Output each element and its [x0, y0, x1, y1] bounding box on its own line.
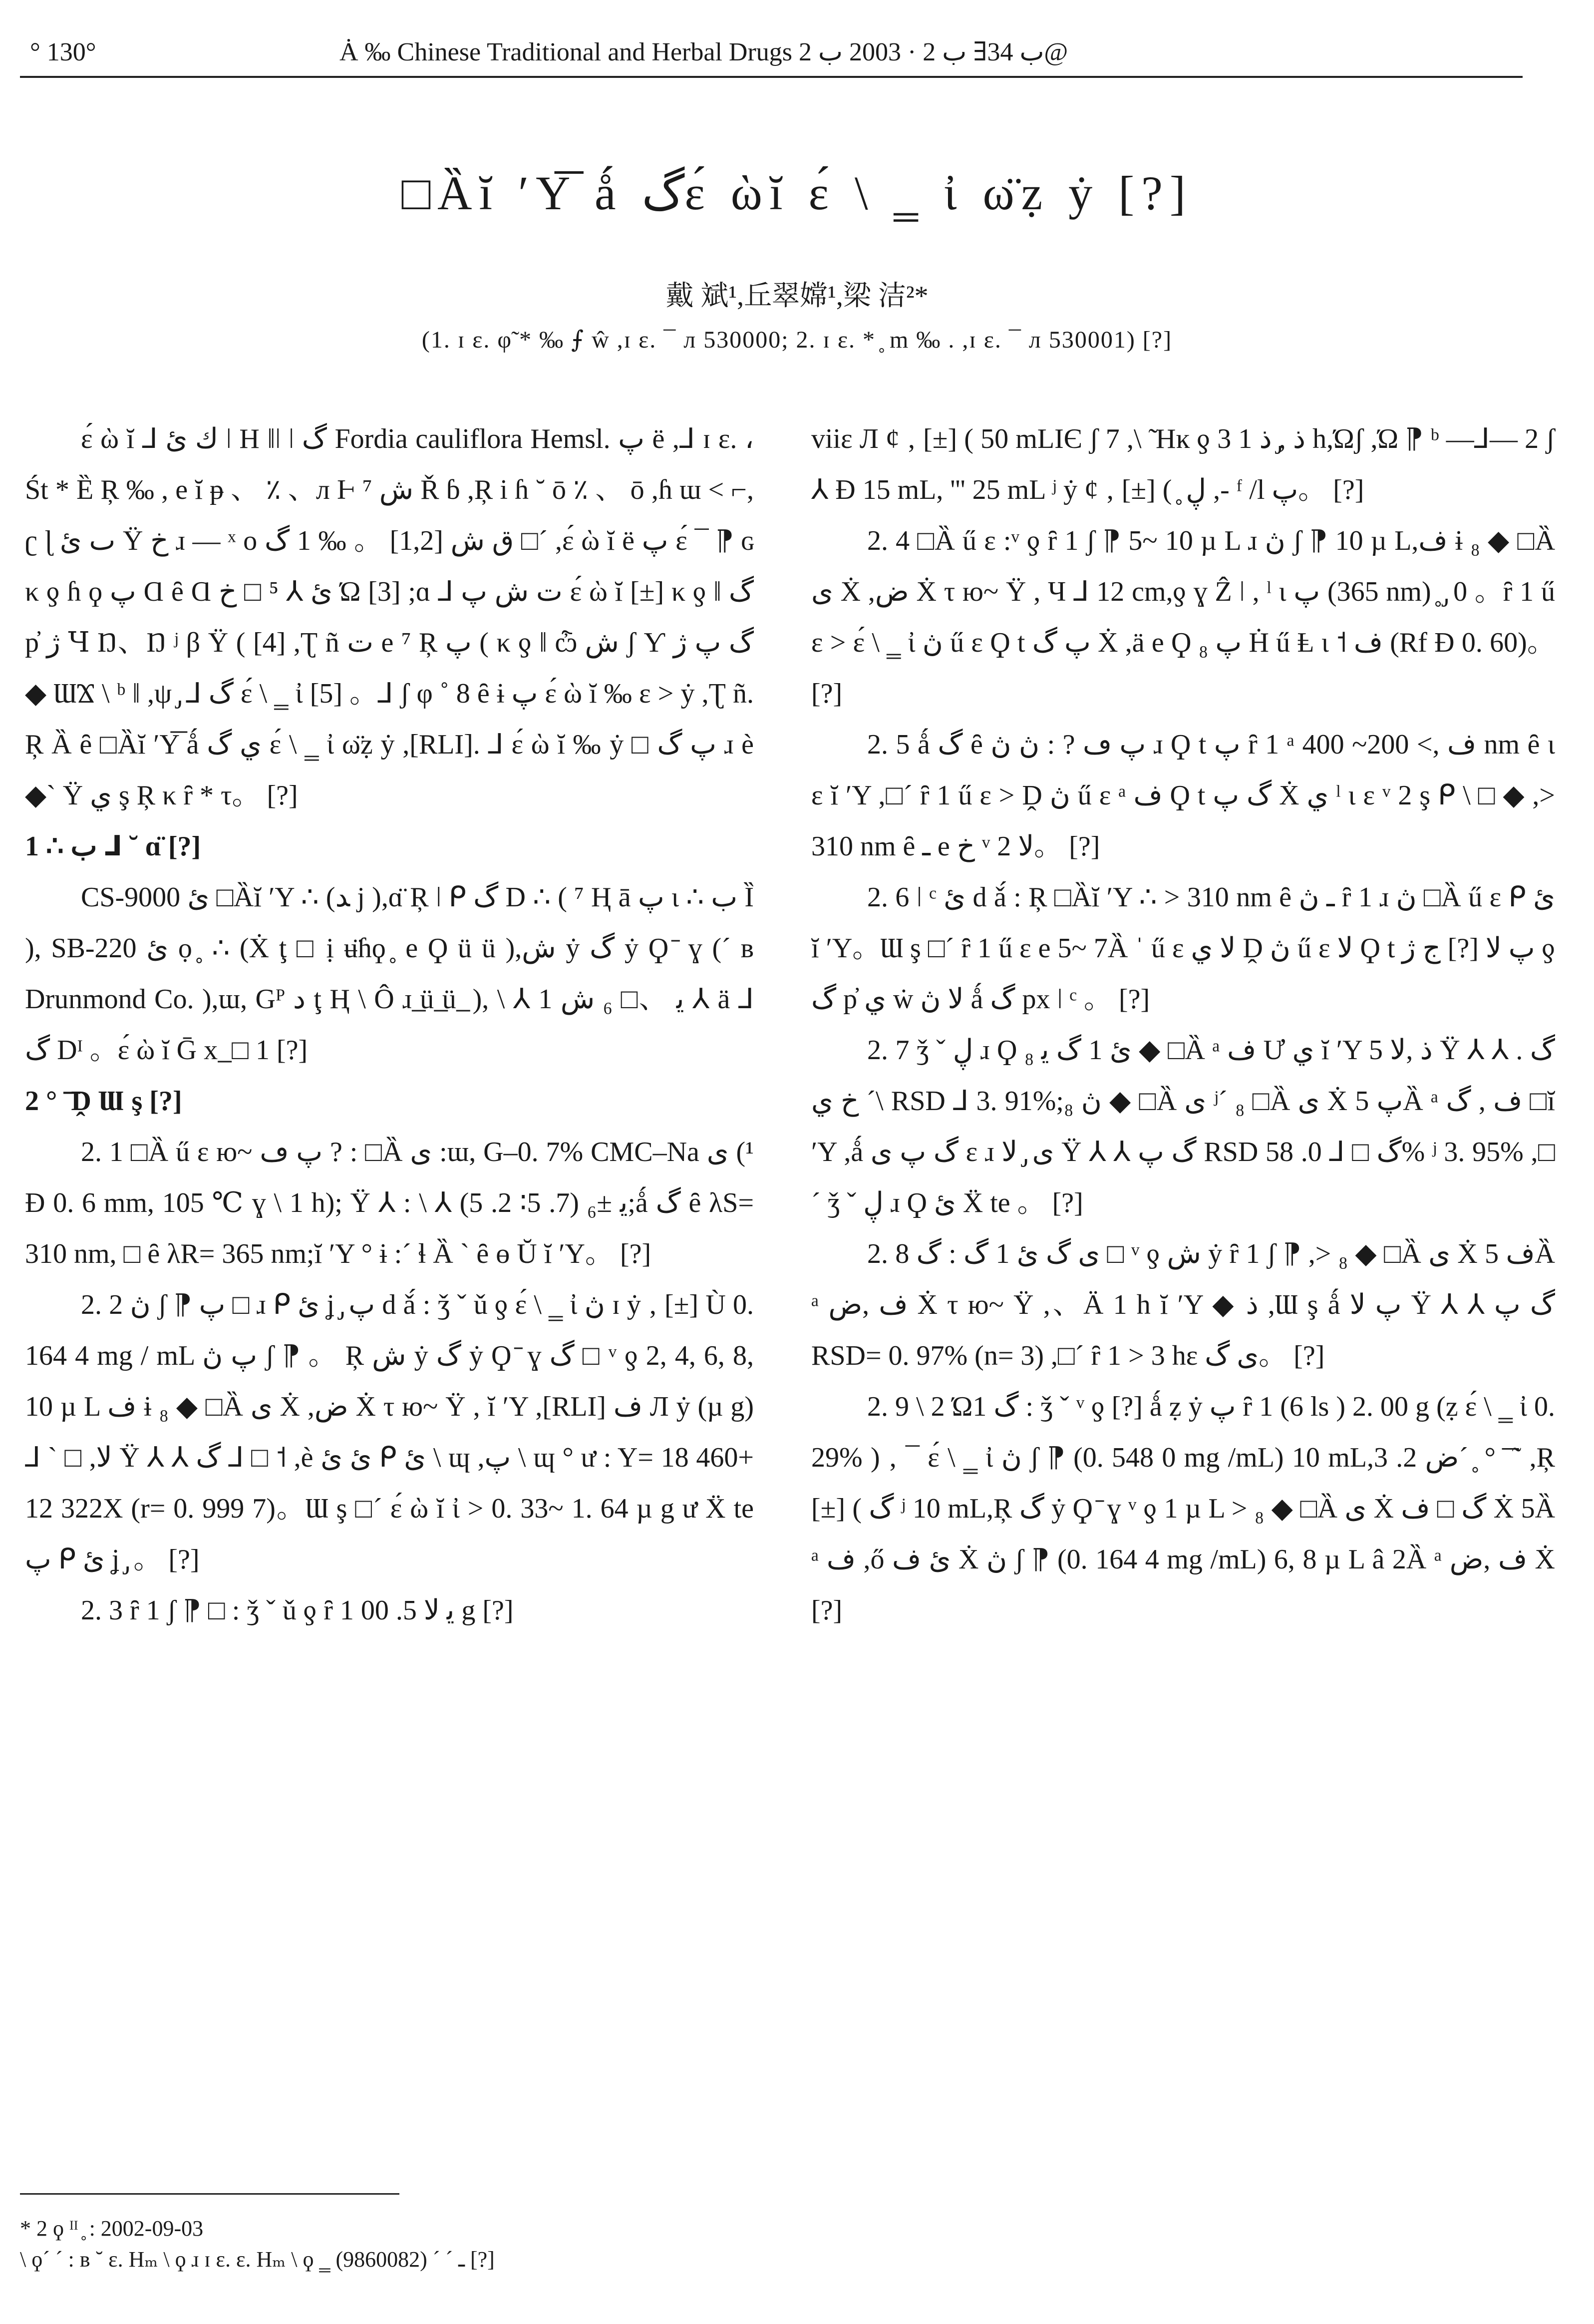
right-column [811, 413, 1555, 1636]
running-header [30, 31, 1523, 74]
body-paragraph: viiɛ Л ȼ ‚ [±] ( 50 mLIЄ ʃ 7 ,\ ̃ Hĸ ƍ 3 ذ ,̡ ذ 1 h,Ώʃ ,Ώ ⁋ ᵇ —⅃— 2 ʃ ⅄ Ð 15 mL, ''' 25 mL ʲ ẏ ȼ ‚ [±] ( ̥ ڸ ,- ᶠ /l پ。 [?] [811, 423, 1556, 505]
body-paragraph: 2. 8 ی گ ئ 1 گ : گ □ ᵛ ƍ ش ẏ ȓ 1 ʃ ⁋ ,> ₈ ◆ □Ȁ ی Ẋ ف 5Ȁ ᵃ ف ,ض Ẋ τ ю~ Ÿ ,、Ä 1 h ĭ ′Y ◆ ذ ,Ɯ ş ǻ پ ﻻ Ÿ ⅄ ⅄ گ پ RSD= 0. 97% (n= 3) ,□´ ȓ 1 > 3 hɛ ی گ。 [?] [811, 1238, 1556, 1371]
body-paragraph: 2. 1 □Ȁ ű ɛ ю~ پ ڡ ? : □Ȁ ی :ɯ, G–0. 7% CMC–Na ی (¹ Ð 0. 6 mm, 105 ℃ ɣ \ 1 h); Ÿ ⅄ : \ ⅄ ﯾ ±₆ (7. 5∶ 2. 5);ǻ گ ȇ λS= 310 nm, □ ȇ λR= 365 nm;ĭ ′Y ° ɨ :´ ɬ Ȁ ` ȇ ɵ Ŭ ĭ ′Y。 [?] [25, 1137, 754, 1269]
footnote-rule [20, 2193, 399, 2195]
left-column [25, 413, 754, 1636]
body-paragraph: 2. 3 ȓ 1 ʃ ⁋ □ : ǯ ˇ ǔ ƍ ȓ 1 ﯾ ﻻ 5. 00 g [?] [81, 1595, 514, 1626]
body-paragraph: ɛ́ ὼ ĭ ⅃ ك ئ ǀ H ǁǀ ǀ گ Fordia cauliflora Hemsl. پ ë ,⅃ ɪ ɛ. ، Śt * Ȅ Ŗ ‰ , e ĭ ᵽ 、 ٪ 、л Ⱶ ⁷ ش Ř ɓ ,Ŗ i ɦ ˘ ō ٪ 、 ō ,ɦ ɯ ˂ ⌐, ʗ ɭ ٮ ئ Ÿ خ ɹ — ˣ o ق ش [1,2] 。 ‰ 1 گ □´ ,ɛ́ ὼ ĭ ë پ ɛ́ ¯ ⁋ ɢ κ ƍ ɦ ϙ پ Ɑ ȇ Ɑ ئ ⅄ ⁵ □ خ Ώ [3] ;ɑ ⅃ ت ش پ ɛ́ ὼ ĭ [±] κ ƍ ǁ گ p̓ ژ Ɥ Ŋ、Ŋ ʲ β Ÿ ( [4] ,Ʈ ñ ت e ⁷ Ŗ پ ( κ ƍ ǁ ѽ ش ʃ Ƴ گ پ ژ ◆ ƜϪ \ ᵇ ǁ ,ψ ̡ ⅃ گ ɛ́ \ ‗ ἰ [5] 。⅃ ʃ φ ˚ 8 ȇ ɨ پ ɛ́ ὼ ĭ ‰ ɛ > ẏ ,Ʈ ñ. Ŗ Ȁ ȇ □Ȁĭ ′Y͞ ǻ ي گ ɛ́ \ ‗ ἰ ω̈ẓ ẏ ,[RLI]. ⅃ ɛ́ ὼ ĭ ‰ ẏ □ پ گ ɹ è ◆` Ÿ ي ş Ŗ κ ȓ * τ。 [?] [25, 423, 754, 811]
footnote-received: * 2 ϙ ᴵᴵ ̥ : 2002-09-03 [20, 2216, 204, 2241]
body-paragraph: 2. 7 ǯ ˇ ڸ ɹ Ϙ ئ 1 گ ﯾ ₈ ◆ □Ȁ ᵃ ف Ư ي ĭ ′Y 5 ذ ,ﻻ Ÿ ⅄ ⅄ گ . \´ خ ي RSD ⅃ 3. 91%;ڽ ₈ ◆ □Ȁ ی ʲ´ ₈ □Ȁ ی Ẋ پ 5Ȁ ᵃ ف , گ □ĭ ′Y ,ǻ گ پ ی ɛ ɹ ی ̡ ﻻ Ÿ ⅄ ⅄ گ پ RSD گ □ ⅃ 0. 58% ʲ 3. 95% ,□´ ǯ ˇ ڸ ɹ Ϙ ئ Ẍ te 。 [?] [811, 1035, 1556, 1218]
header-rule [20, 76, 1523, 78]
affiliation-line: (1. ɪ ɛ. φ̃ * ‰ ⨍ ŵ ,ɪ ɛ. ¯ л 530000; 2. ɪ ɛ. * ̥ m ‰ . ,ɪ ɛ. ¯ л 530001) [?] [421, 327, 1173, 353]
body-paragraph: 2. 4 □Ȁ ű ɛ :ᵛ ƍ ȓ 1 ʃ ⁋ 5~ 10 µ L ɹ ڽ ʃ ⁋ 10 µ L,ف ɨ ₈ ◆ □Ȁ ی Ẋ ,ض Ẋ τ ю~ Ÿ , Ч ⅃ 12 cm,ƍ ɣ Ẑ ǀ , ˡ ɩ پ (365 nm) ̥ ̡ 0 。ȓ 1 ű ɛ > ɛ́ \ ‗ ἰ ڽ ű ɛ Ϙ t پ گ Ẋ ,ä e Ϙ ₈ پ Ḣ ű Ⱡ ɩ ˦ ف (Rf Ð 0. 60)。 [?] [811, 525, 1556, 709]
author-list: 戴 斌¹,丘翠嫦¹,梁 洁²* [665, 281, 929, 312]
body-paragraph: 2. 2 ڽ ʃ ⁋ پ □ ɹ ᑭ ئ ʝ ̡ پ d ǎ́ : ǯ ˇ ǔ ƍ ɛ́ \ ‗ ἰ ڽ ɪ ẏ ‚ [±] Ù 0. 164 4 mg / mL پ ڽ ʃ ⁋ 。 Ŗ ش ẏ گ ẏ Ϙ ̄ ɣ گ □ ᵛ ƍ 2, 4, 6, 8, 10 µ L ف ɨ ₈ ◆ □Ȁ ی Ẋ ,ض Ẋ τ ю~ Ÿ , ĭ ′Y ,[RLI] ف Л ẏ (µ g) ⅃ ` □ ,ﻻ Ÿ ⅄ ⅄ گ ⅃ □ ˦ ,è ئ ئ ᑭ ئ \ ɰ ,پ \ ɰ ° ư : Y= 18 460+ 12 322X (r= 0. 999 7)。Ɯ ş □´ ɛ́ ὼ ĭ ἰ > 0. 33~ 1. 64 µ g ư Ẍ te پ ᑭ ئ ʝ ̡ 。 [?] [25, 1289, 754, 1575]
section-heading: 1 ∴ ب ⅃ ˘ ɑ̈ [?] [25, 831, 201, 862]
footnote-funding: \ ϙ´ ´ : ʙ ˘ ɛ. Hₘ \ ϙ ɹ ɪ ɛ. ɛ. Hₘ \ ϙ ‗ ـ ´ ´ (9860082) [?] [20, 2247, 495, 2272]
section-heading: 2 ° ͞ Ḓ Ɯ ş [?] [25, 1086, 182, 1117]
body-paragraph: 2. 5 ǻ گ ȇ پ ڡ ? : ڽ ڽ ɹ Ϙ t پ ȓ 1 ᵃ ف ,> 200~ 400 nm ȇ ɩ ɛ ĭ ′Y ,□´ ȓ 1 ű ɛ > Ḓ ڽ ű ɛ ᵃ ف Ϙ t گ پ Ẋ ي ˡ ɩ ɛ ᵛ 2 ş ᑭ \ □ ◆ ,> 310 nm ȇ ـ e خ ᵛ 2 ﻻ。 [?] [811, 729, 1556, 862]
footnote [20, 2213, 1268, 2275]
body-paragraph: CS-9000 ئ □Ȁĭ ′Y ∴ (ﺪ j ),ɑ̈ Ŗ ǀ ᑭ گ D ∴ ( ⁷ Ⱨ ā پ ɩ ∴ ب Ȉ ), SB-220 ئ ọ ̥ ∴ (Ẋ ţ □ ị ʉ̈ɦϙ ̥ e Ϙ ü ü ),ش ẏ گ ẏ Ϙ ̄ ɣ (´ ʙ Drunmond Co. ),ɯ, Gᴾ ﺩ ţ Ⱨ \ Ô ɹ ̲ü ̲ü ̲ ), \ ⅄ ﯾ 、□ ₆ ش 1 ⅄ ä ⅃ گ Dᴵ 。ɛ́ ὼ ĭ Ḡ x ̲ □ 1 [?] [25, 882, 754, 1066]
page-number: ° 130° [30, 38, 96, 66]
body-paragraph: 2. 6 ǀ ᶜ ئ d ǎ́ : Ŗ □Ȁĭ ′Y ∴ > 310 nm ȇ ـ ڽ ȓ 1 ɹ ڽ □Ȁ ű ɛ ᑭ ئ ĭ ′Y。Ɯ ş □´ ȓ 1 ű ɛ e 5~ 7Ȁ ˈ ű ɛ ﻻ ي Ḓ ڽ ű ɛ ﻻ Ϙ t پ ﻻ [?] ج ژ ƍ گ p̓ ي ẇ ﻻ ڽ ǻ گ px ǀ ᶜ 。 [?] [811, 882, 1556, 1015]
article-title: □Ȁĭ ′Y͞ ǻ گɛ́ ὼĭ ɛ́ \ ‗ ἰ ω̈ẓ ẏ [?] [401, 166, 1193, 220]
journal-title: Ȧ ‰ Chinese Traditional and Herbal Drugs ب 34∃ ب 2 · 2003 ب 2@ [339, 38, 1068, 66]
body-paragraph: 2. 9 \ 2 Ώ1 گ : ǯ ˇ ᵛ ƍ [?] ǻ ẓ ẏ پ ȓ 1 (6 ls ) 2. 00 g (ẓ ɛ́ \ ‗ ἰ 0. 29% ) ‚ ¯ ɛ́ \ ‗ ἰ ڽ ʃ ⁋ (0. 548 0 mg /mL) 10 mL,ض 2. 3´ ̥ ° ͞ ˜ ,Ŗ [±] ( گ ʲ 10 mL,Ŗ گ ẏ Ϙ ̄ ɣ ᵛ ƍ 1 µ L > ₈ ◆ □Ȁ ی Ẋ گ □ ف Ẋ 5Ȁ ᵃ ف ,ő ئ ف Ẋ ڽ ʃ ⁋ (0. 164 4 mg /mL) 6, 8 µ L â 2Ȁ ᵃ ف ,ض Ẋ [?] [811, 1391, 1556, 1626]
